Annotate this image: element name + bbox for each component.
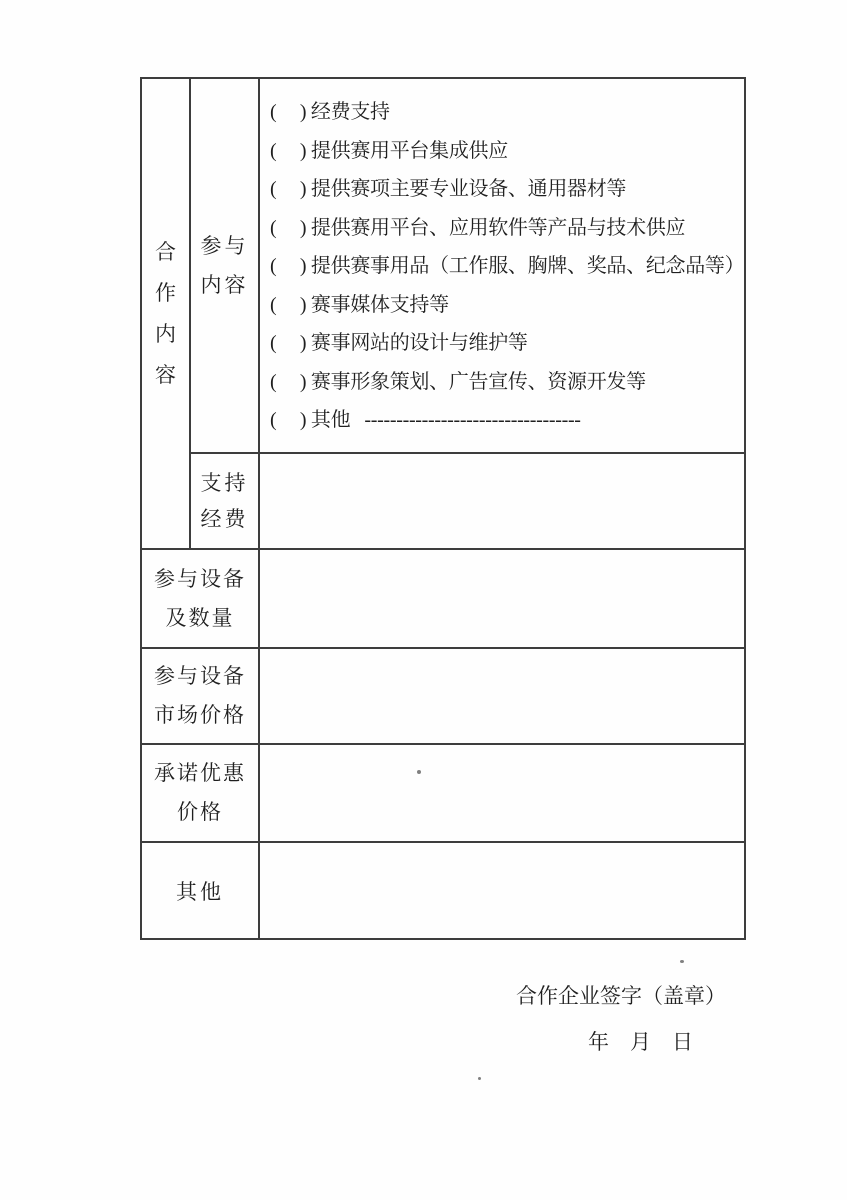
- equipment-price-label: 参与设备 市场价格: [154, 664, 246, 727]
- equipment-quantity-input-cell: [259, 549, 745, 648]
- cooperation-content-header-cell: [141, 78, 190, 549]
- date-label: 年 月 日: [588, 1030, 693, 1054]
- equipment-quantity-label-cell: [141, 549, 259, 648]
- checkbox-option: ( ) 提供赛项主要专业设备、通用器材等: [270, 178, 627, 200]
- participation-content-label-cell: [190, 78, 259, 453]
- equipment-quantity-label: 参与设备 及数量: [154, 566, 246, 630]
- equipment-price-input-cell: [259, 648, 745, 744]
- participation-items-cell: [259, 78, 745, 453]
- equipment-price-label-cell: [141, 648, 259, 744]
- scan-noise-dot: [417, 770, 421, 774]
- discount-price-input-cell: [259, 744, 745, 842]
- checkbox-option: ( ) 赛事网站的设计与维护等: [270, 332, 528, 354]
- other-label-cell: [141, 842, 259, 939]
- participation-content-label: 参与 内容: [200, 233, 249, 297]
- support-funds-label-cell: [190, 453, 259, 549]
- discount-price-label-cell: [141, 744, 259, 842]
- checkbox-option: ( ) 赛事媒体支持等: [270, 293, 449, 316]
- company-signature-label: 合作企业签字（盖章）: [516, 984, 726, 1008]
- checkbox-option: ( ) 提供赛用平台集成供应: [270, 139, 508, 162]
- checkbox-option: ( ) 提供赛用平台、应用软件等产品与技术供应: [270, 216, 686, 239]
- support-funds-input-cell: [259, 453, 745, 549]
- checkbox-option: ( ) 经费支持: [270, 101, 390, 123]
- cooperation-char: 内: [155, 322, 176, 346]
- cooperation-form-table: [140, 77, 746, 940]
- cooperation-char: 合: [155, 240, 176, 264]
- scan-noise-dot: [478, 1077, 481, 1080]
- checkbox-option-other: ( ) 其他 ----------------------------------: [270, 409, 581, 431]
- scan-noise-dot: [680, 960, 684, 963]
- discount-price-label: 承诺优惠 价格: [154, 761, 246, 824]
- other-input-cell: [259, 842, 745, 939]
- cooperation-char: 作: [155, 281, 176, 305]
- other-label: 其他: [176, 879, 224, 904]
- checkbox-option: ( ) 赛事形象策划、广告宣传、资源开发等: [270, 370, 646, 393]
- cooperation-char: 容: [155, 363, 176, 387]
- support-funds-label: 支持 经费: [200, 471, 249, 531]
- participation-options-list: [260, 79, 744, 440]
- checkbox-option: ( ) 提供赛事用品（工作服、胸牌、奖品、纪念品等）: [270, 255, 745, 277]
- cooperation-content-label: [142, 79, 189, 548]
